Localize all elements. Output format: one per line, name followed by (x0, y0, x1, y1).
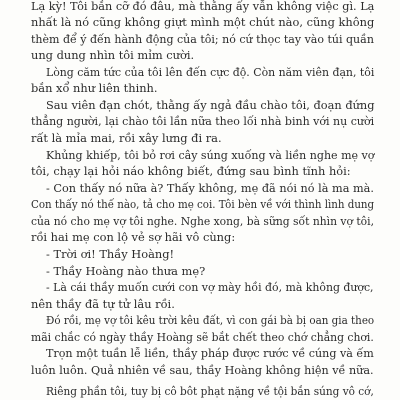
text-line: ung dung nhìn tôi mỉm cười. (31, 48, 195, 62)
text-line: - Thầy Hoàng nào thưa mẹ? (46, 264, 206, 278)
text-line: luôn luôn. Quả nhiên về sau, thầy Hoàng không hiện về nữa. (31, 363, 374, 377)
text-line: Đó rồi, mẹ vợ tôi kêu trời kêu đất, vì con gái bà bị oan gia theo (46, 313, 375, 327)
text-line: mãi chắc có ngày thầy Hoàng sẽ bắt chết theo chớ chẳng chơi. (31, 330, 374, 344)
text-line: nên thầy đã tự tử lâu rồi. (31, 297, 175, 311)
text-line: Lạ kỳ! Tôi bắn cỡ đó đâu, mà thằng ấy vẫn không việc gì. Lạ (31, 0, 375, 13)
text-line: thẳng người, lại chào tôi lần nữa theo lối nhà binh với nụ cười (31, 114, 375, 128)
text-line: rồi hai mẹ con lộ vẻ sợ hãi vô cùng: (31, 230, 236, 244)
text-line: rất là mỉa mai, rồi xây lưng đi ra. (31, 131, 222, 145)
text-line: nhất là nó cũng không giựt mình một chút nào, cũng không (31, 15, 375, 29)
text-line: Sau viên đạn chót, thằng ấy ngả đầu chào tôi, đoạn đứng (46, 98, 375, 112)
text-line: Khủng khiếp, tôi bỏ rơi cây súng xuống và liền nghe mẹ vợ (46, 148, 375, 162)
text-line: tôi, chạy lại hỏi náo không biết, đứng sau bình tĩnh hỏi: (31, 164, 351, 178)
text-line: của nó cho mẹ vợ tôi nghe. Nghe xong, bà sững sốt nhìn vợ tôi, (31, 214, 374, 228)
text-line: thèm để ý đến hành động của tôi; nó cứ thọc tay vào túi quần (31, 32, 374, 46)
text-line: Riêng phần tôi, tuy bị cô bôt phạt nặng về tội bắn súng vô cớ, (46, 384, 374, 398)
text-line: - Là cái thầy muốn cưới con vợ mày hồi đó, mà không được, (46, 280, 374, 294)
text-line: bắn xổ như liên thinh. (31, 81, 158, 95)
text-line: - Con thấy nó nữa à? Thấy không, mẹ đã nói nó là ma mà. (46, 181, 374, 195)
text-line: Con thấy nó thế nào, tả cho mẹ coi. Tôi bèn về với thình lình dung (31, 197, 375, 211)
text-line: Trọn một tuần lễ liền, thầy pháp được rước về cúng và ếm (46, 346, 374, 360)
text-line: - Trời ơi! Thầy Hoàng! (46, 247, 175, 261)
text-line: Lòng căm tức của tôi lên đến cực độ. Còn năm viên đạn, tôi (46, 65, 375, 79)
